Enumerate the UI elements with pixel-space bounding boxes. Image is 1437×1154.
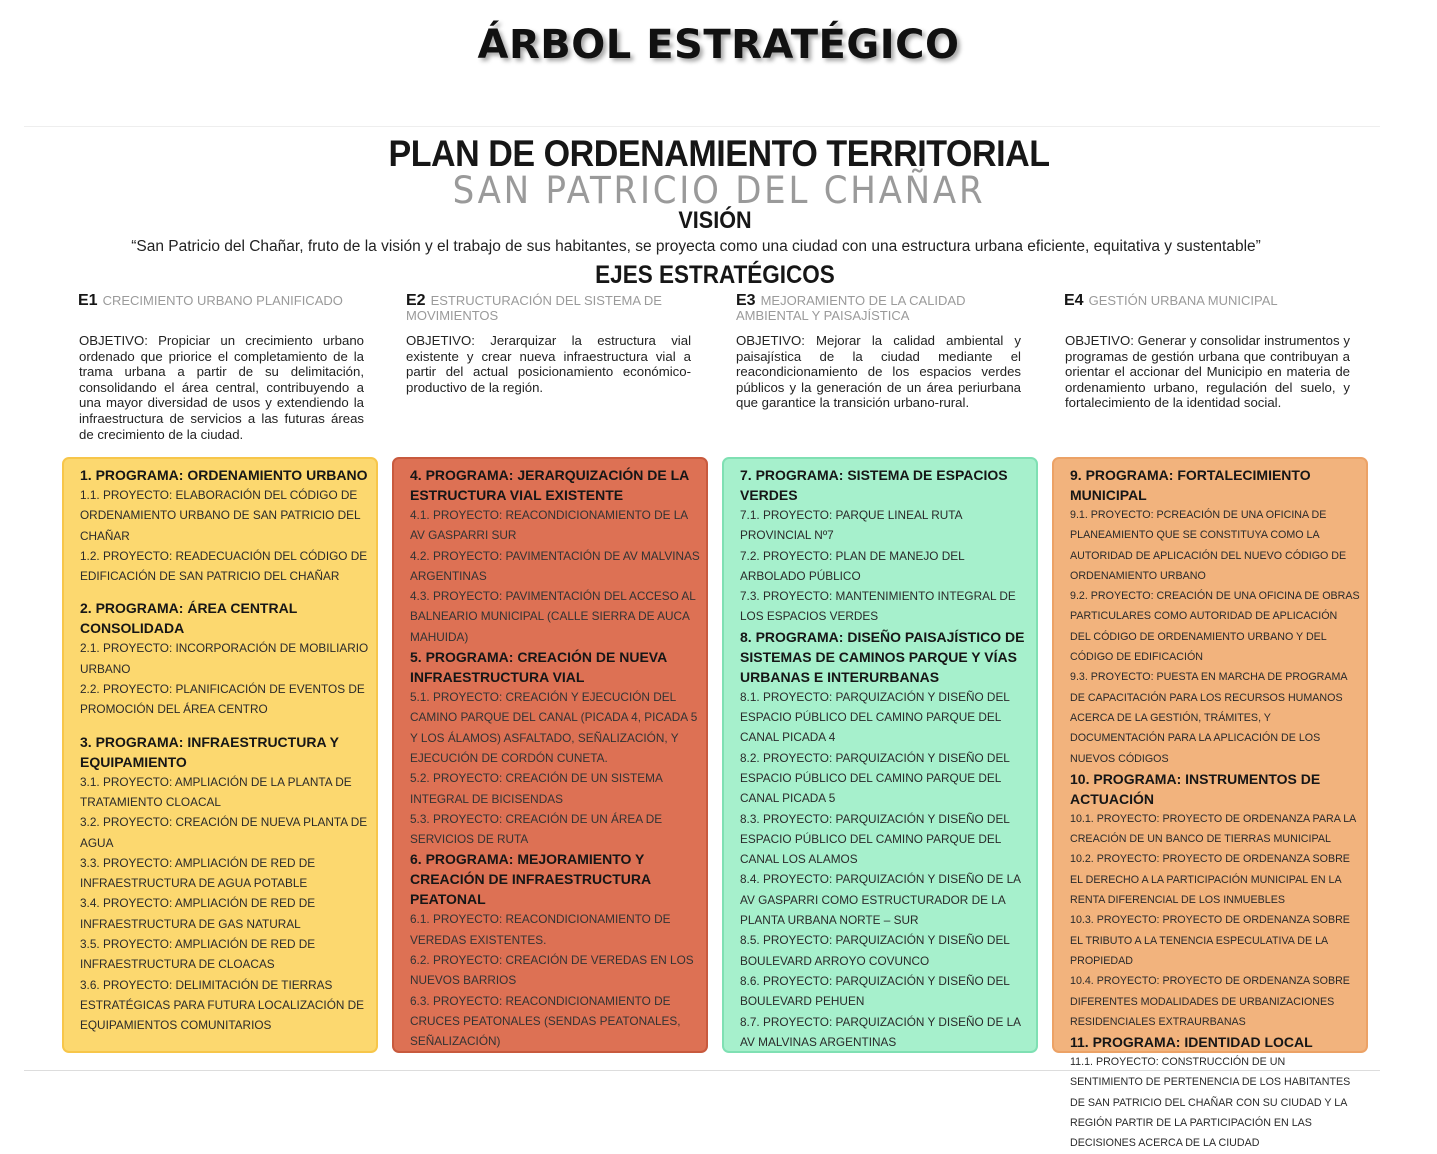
axis-e2-objective: OBJETIVO: Jerarquizar la estructura vial existente y crear nueva infraestructura vial a partir del actual posicionamiento económico-productivo de la región. xyxy=(406,333,691,395)
project-item: 5.1. PROYECTO: CREACIÓN Y EJECUCIÓN DEL CAMINO PARQUE DEL CANAL (PICADA 4, PICADA 5 Y LOS ÁLAMOS) ASFALTADO, SEÑALIZACIÓN, Y EJECUCIÓN DE CORDÓN CUNETA. xyxy=(410,690,698,765)
axis-e4-header xyxy=(1064,293,1364,308)
project-item: 10.1. PROYECTO: PROYECTO DE ORDENANZA PARA LA CREACIÓN DE UN BANCO DE TIERRAS MUNICIPAL xyxy=(1070,812,1356,846)
axis-e2-header xyxy=(406,293,706,323)
program-title: 7. PROGRAMA: SISTEMA DE ESPACIOS VERDES xyxy=(740,467,1008,503)
project-item: 4.3. PROYECTO: PAVIMENTACIÓN DEL ACCESO AL BALNEARIO MUNICIPAL (CALLE SIERRA DE AUCA MAHUIDA) xyxy=(410,589,696,644)
project-item: 4.2. PROYECTO: PAVIMENTACIÓN DE AV MALVINAS ARGENTINAS xyxy=(410,548,700,583)
program-title: 3. PROGRAMA: INFRAESTRUCTURA Y EQUIPAMIENTO xyxy=(80,733,339,770)
project-item: 11.1. PROYECTO: CONSTRUCCIÓN DE UN SENTIMIENTO DE PERTENENCIA DE LOS HABITANTES DE SAN PATRICIO DEL CHAÑAR CON SU CIUDAD Y LA REGIÓN PARTIR DE LA PARTICIPACIÓN EN LAS DECISIONES ACERCA DE LA CIUDAD xyxy=(1070,1056,1351,1150)
axis-e1-header xyxy=(78,293,378,308)
program-title: 2. PROGRAMA: ÁREA CENTRAL CONSOLIDADA xyxy=(80,600,298,637)
axis-name: MEJORAMIENTO DE LA CALIDAD AMBIENTAL Y PAISAJÍSTICA xyxy=(736,293,966,323)
axis-e3-header xyxy=(736,293,1036,323)
programs-card-e2 xyxy=(392,457,708,1053)
project-item: 7.1. PROYECTO: PARQUE LINEAL RUTA PROVINCIAL Nº7 xyxy=(740,508,962,543)
axis-code: E1 xyxy=(78,292,98,309)
axis-code: E3 xyxy=(736,292,756,309)
axis-code: E4 xyxy=(1064,292,1084,309)
program-title: 8. PROGRAMA: DISEÑO PAISAJÍSTICO DE SISTEMAS DE CAMINOS PARQUE Y VÍAS URBANAS E INTERURBANAS xyxy=(740,628,1025,685)
project-item: 2.1. PROYECTO: INCORPORACIÓN DE MOBILIARIO URBANO xyxy=(80,641,369,676)
axis-name: CRECIMIENTO URBANO PLANIFICADO xyxy=(102,293,343,308)
programs-card-e4 xyxy=(1052,457,1368,1150)
programs-card-e3 xyxy=(722,457,1038,1053)
axis-e1-objective: OBJETIVO: Propiciar un crecimiento urbano ordenado que priorice el completamiento de la trama urbana a partir de su delimitación, consolidando el área central, contribuyendo a una mayor diversidad de usos y extendiendo la infraestructura de servicios a las futuras áreas de crecimiento de la ciudad. xyxy=(79,333,364,442)
program-title: 6. PROGRAMA: MEJORAMIENTO Y CREACIÓN DE INFRAESTRUCTURA PEATONAL xyxy=(410,851,651,908)
project-item: 6.2. PROYECTO: CREACIÓN DE VEREDAS EN LOS NUEVOS BARRIOS xyxy=(410,953,694,988)
project-item: 9.3. PROYECTO: PUESTA EN MARCHA DE PROGRAMA DE CAPACITACIÓN PARA LOS RECURSOS HUMANOS ACERCA DE LA GESTIÓN, TRÁMITES, Y DOCUMENTACIÓN PARA LA APLICACIÓN DE LOS NUEVOS CÓDIGOS xyxy=(1070,671,1347,765)
program-title: 10. PROGRAMA: INSTRUMENTOS DE ACTUACIÓN xyxy=(1070,770,1321,807)
program-title: 4. PROGRAMA: JERARQUIZACIÓN DE LA ESTRUCTURA VIAL EXISTENTE xyxy=(410,467,689,503)
project-item: 7.3. PROYECTO: MANTENIMIENTO INTEGRAL DE LOS ESPACIOS VERDES xyxy=(740,589,1016,624)
project-item: 8.3. PROYECTO: PARQUIZACIÓN Y DISEÑO DEL ESPACIO PÚBLICO DEL CAMINO PARQUE DEL CANAL LOS ALAMOS xyxy=(740,811,1010,867)
project-item: 10.2. PROYECTO: PROYECTO DE ORDENANZA SOBRE EL DERECHO A LA PARTICIPACIÓN MUNICIPAL EN LA RENTA DIFERENCIAL DE LOS INMUEBLES xyxy=(1070,853,1350,907)
project-item: 3.3. PROYECTO: AMPLIACIÓN DE RED DE INFRAESTRUCTURA DE AGUA POTABLE xyxy=(80,855,316,891)
axis-code: E2 xyxy=(406,292,426,309)
project-item: 10.4. PROYECTO: PROYECTO DE ORDENANZA SOBRE DIFERENTES MODALIDADES DE URBANIZACIONES RESIDENCIALES EXTRAURBANAS xyxy=(1070,975,1350,1028)
project-item: 6.3. PROYECTO: REACONDICIONAMIENTO DE CRUCES PEATONALES (SENDAS PEATONALES, SEÑALIZACIÓN) xyxy=(410,993,681,1049)
project-item: 3.4. PROYECTO: AMPLIACIÓN DE RED DE INFRAESTRUCTURA DE GAS NATURAL xyxy=(80,896,316,931)
project-item: 8.2. PROYECTO: PARQUIZACIÓN Y DISEÑO DEL ESPACIO PÚBLICO DEL CAMINO PARQUE DEL CANAL PICADA 5 xyxy=(740,750,1010,806)
program-title: 11. PROGRAMA: IDENTIDAD LOCAL xyxy=(1070,1034,1313,1051)
vision-heading: VISIÓN xyxy=(678,207,752,234)
program-title: 1. PROGRAMA: ORDENAMIENTO URBANO xyxy=(80,467,368,483)
plan-subtitle: SAN PATRICIO DEL CHAÑAR xyxy=(452,169,986,212)
project-item: 8.1. PROYECTO: PARQUIZACIÓN Y DISEÑO DEL ESPACIO PÚBLICO DEL CAMINO PARQUE DEL CANAL PICADA 4 xyxy=(740,689,1010,745)
axis-e3-objective: OBJETIVO: Mejorar la calidad ambiental y paisajística de la ciudad mediante el reacondicionamiento de los espacios verdes públicos y la generación de un área periurbana que garantice la transición urbano-rural. xyxy=(736,333,1021,411)
plan-title: PLAN DE ORDENAMIENTO TERRITORIAL xyxy=(388,133,1050,174)
project-item: 7.2. PROYECTO: PLAN DE MANEJO DEL ARBOLADO PÚBLICO xyxy=(740,548,965,583)
project-item: 6.1. PROYECTO: REACONDICIONAMIENTO DE VEREDAS EXISTENTES. xyxy=(410,912,671,947)
project-item: 5.3. PROYECTO: CREACIÓN DE UN ÁREA DE SERVICIOS DE RUTA xyxy=(410,811,663,847)
project-item: 5.2. PROYECTO: CREACIÓN DE UN SISTEMA INTEGRAL DE BICISENDAS xyxy=(410,771,663,806)
project-item: 3.6. PROYECTO: DELIMITACIÓN DE TIERRAS ESTRATÉGICAS PARA FUTURA LOCALIZACIÓN DE EQUIPAMIENTOS COMUNITARIOS xyxy=(80,977,365,1033)
project-item: 8.6. PROYECTO: PARQUIZACIÓN Y DISEÑO DEL BOULEVARD PEHUEN xyxy=(740,973,1010,1009)
strategic-tree-document xyxy=(24,126,1380,1150)
project-item: 4.1. PROYECTO: REACONDICIONAMIENTO DE LA AV GASPARRI SUR xyxy=(410,508,688,543)
vision-statement: “San Patricio del Chañar, fruto de la visión y el trabajo de sus habitantes, se proyecta como una ciudad con una estructura urbana eficiente, equitativa y sustentable” xyxy=(131,238,1261,255)
project-item: 8.4. PROYECTO: PARQUIZACIÓN Y DISEÑO DE LA AV GASPARRI COMO ESTRUCTURADOR DE LA PLANTA URBANA NORTE – SUR xyxy=(740,872,1021,928)
main-title: ÁRBOL ESTRATÉGICO xyxy=(477,22,960,68)
project-item: 10.3. PROYECTO: PROYECTO DE ORDENANZA SOBRE EL TRIBUTO A LA TENENCIA ESPECULATIVA DE LA PROPIEDAD xyxy=(1070,914,1350,967)
project-item: 8.7. PROYECTO: PARQUIZACIÓN Y DISEÑO DE LA AV MALVINAS ARGENTINAS xyxy=(740,1014,1021,1049)
project-item: 3.5. PROYECTO: AMPLIACIÓN DE RED DE INFRAESTRUCTURA DE CLOACAS xyxy=(80,937,316,972)
program-title: 5. PROGRAMA: CREACIÓN DE NUEVA INFRAESTRUCTURA VIAL xyxy=(410,649,667,686)
axis-e4-objective: OBJETIVO: Generar y consolidar instrumentos y programas de gestión urbana que contribuyan a orientar el accionar del Municipio en materia de ordenamiento urbano, regulación del suelo, y fortalecimiento de la identidad social. xyxy=(1065,333,1350,411)
program-title: 9. PROGRAMA: FORTALECIMIENTO MUNICIPAL xyxy=(1070,467,1311,503)
axes-heading: EJES ESTRATÉGICOS xyxy=(595,261,835,289)
project-item: 1.2. PROYECTO: READECUACIÓN DEL CÓDIGO DE EDIFICACIÓN DE SAN PATRICIO DEL CHAÑAR xyxy=(80,548,368,584)
project-item: 8.5. PROYECTO: PARQUIZACIÓN Y DISEÑO DEL BOULEVARD ARROYO COVUNCO xyxy=(740,933,1010,968)
project-item: 1.1. PROYECTO: ELABORACIÓN DEL CÓDIGO DE ORDENAMIENTO URBANO DE SAN PATRICIO DEL CHAÑAR xyxy=(80,488,361,543)
project-item: 3.2. PROYECTO: CREACIÓN DE NUEVA PLANTA DE AGUA xyxy=(80,815,368,850)
programs-card-e1 xyxy=(62,457,378,1053)
project-item: 9.1. PROYECTO: PCREACIÓN DE UNA OFICINA DE PLANEAMIENTO QUE SE CONSTITUYA COMO LA AUTORIDAD DE APLICACIÓN DEL NUEVO CÓDIGO DE ORDENAMIENTO URBANO xyxy=(1070,509,1347,582)
project-item: 2.2. PROYECTO: PLANIFICACIÓN DE EVENTOS DE PROMOCIÓN DEL ÁREA CENTRO xyxy=(80,682,365,717)
project-item: 9.2. PROYECTO: CREACIÓN DE UNA OFICINA DE OBRAS PARTICULARES COMO AUTORIDAD DE APLICACIÓN DEL CÓDIGO DE ORDENAMIENTO URBANO Y DEL CÓDIGO DE EDIFICACIÓN xyxy=(1070,590,1360,664)
project-item: 3.1. PROYECTO: AMPLIACIÓN DE LA PLANTA DE TRATAMIENTO CLOACAL xyxy=(80,774,352,809)
axis-name: ESTRUCTURACIÓN DEL SISTEMA DE MOVIMIENTOS xyxy=(406,293,662,323)
axis-name: GESTIÓN URBANA MUNICIPAL xyxy=(1088,293,1278,308)
